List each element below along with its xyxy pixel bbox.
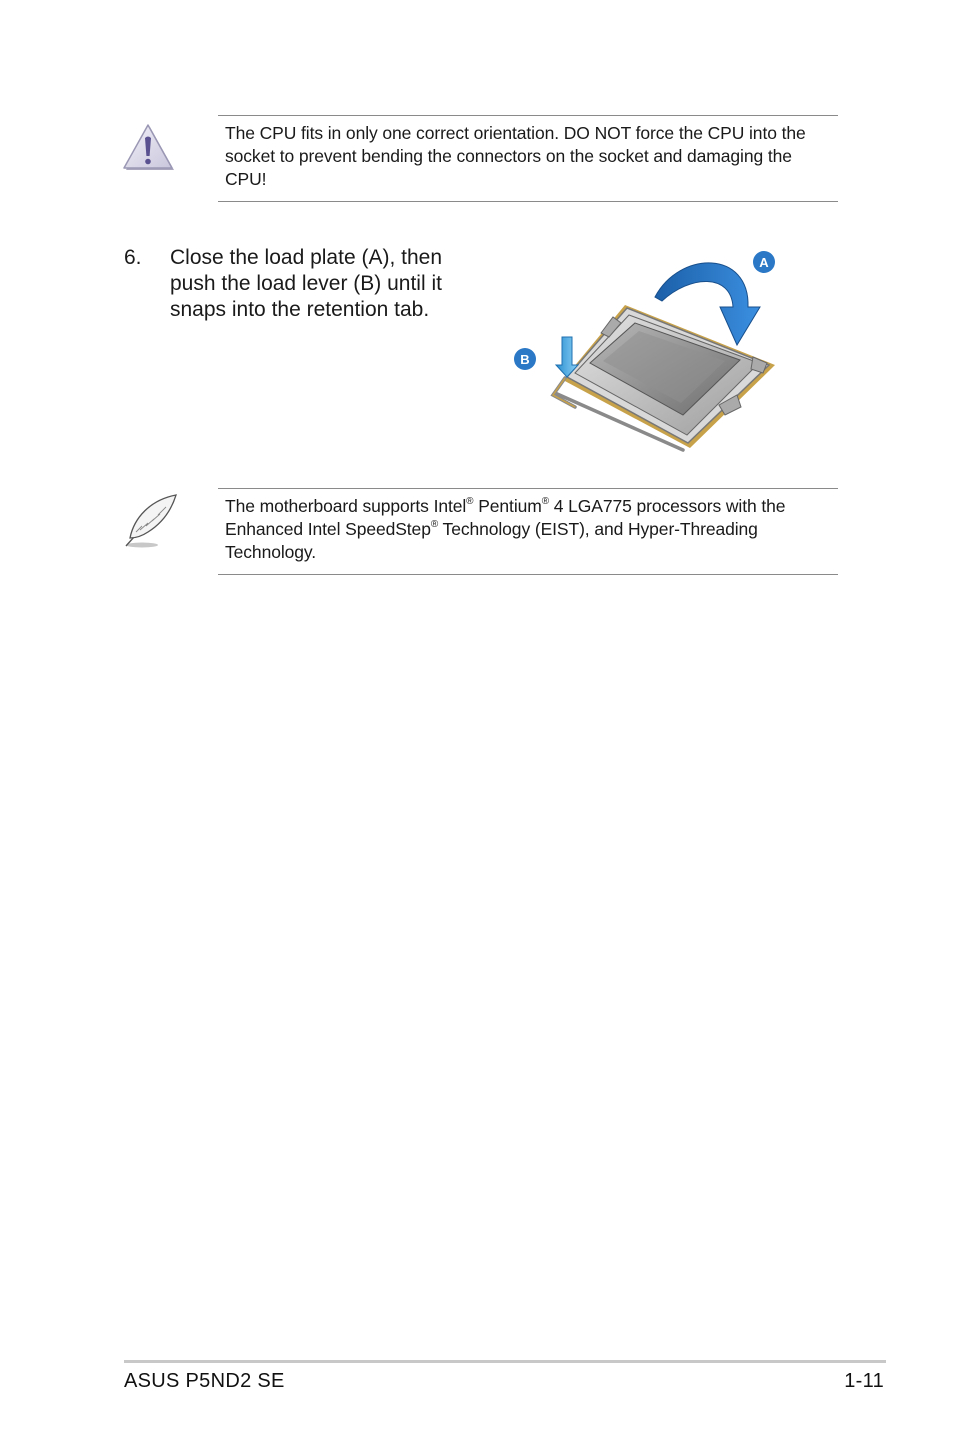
caution-note bbox=[218, 115, 838, 202]
note-text-3: 4 LGA775 processors with the Enhanced Intel SpeedStep bbox=[225, 496, 786, 539]
label-b: B bbox=[520, 352, 530, 367]
note-text-4: Technology (EIST), and Hyper-Threading Technology. bbox=[225, 519, 758, 562]
step-number: 6. bbox=[124, 246, 142, 269]
registered-mark-3: ® bbox=[430, 519, 439, 531]
footer-product-name: ASUS P5ND2 SE bbox=[124, 1370, 285, 1392]
caution-text: The CPU fits in only one correct orientation. DO NOT force the CPU into the socket to prevent bending the connectors on the socket and damaging the CPU! bbox=[225, 123, 806, 189]
footer-divider bbox=[124, 1360, 886, 1363]
registered-mark-2: ® bbox=[541, 496, 549, 508]
cpu-socket-illustration bbox=[505, 245, 795, 455]
warning-triangle-icon bbox=[121, 120, 177, 176]
badge-b bbox=[514, 348, 536, 370]
badge-a bbox=[753, 251, 775, 273]
registered-mark-1: ® bbox=[466, 496, 474, 508]
note-text-2: Pentium bbox=[473, 496, 542, 516]
footer-page-number: 1-11 bbox=[844, 1370, 884, 1392]
step-instruction: Close the load plate (A), then push the load lever (B) until it snaps into the retention tab. bbox=[170, 246, 442, 321]
feather-quill-icon bbox=[120, 492, 180, 552]
info-note bbox=[218, 488, 838, 575]
label-a: A bbox=[759, 255, 769, 270]
note-text-1: The motherboard supports Intel bbox=[225, 496, 467, 516]
